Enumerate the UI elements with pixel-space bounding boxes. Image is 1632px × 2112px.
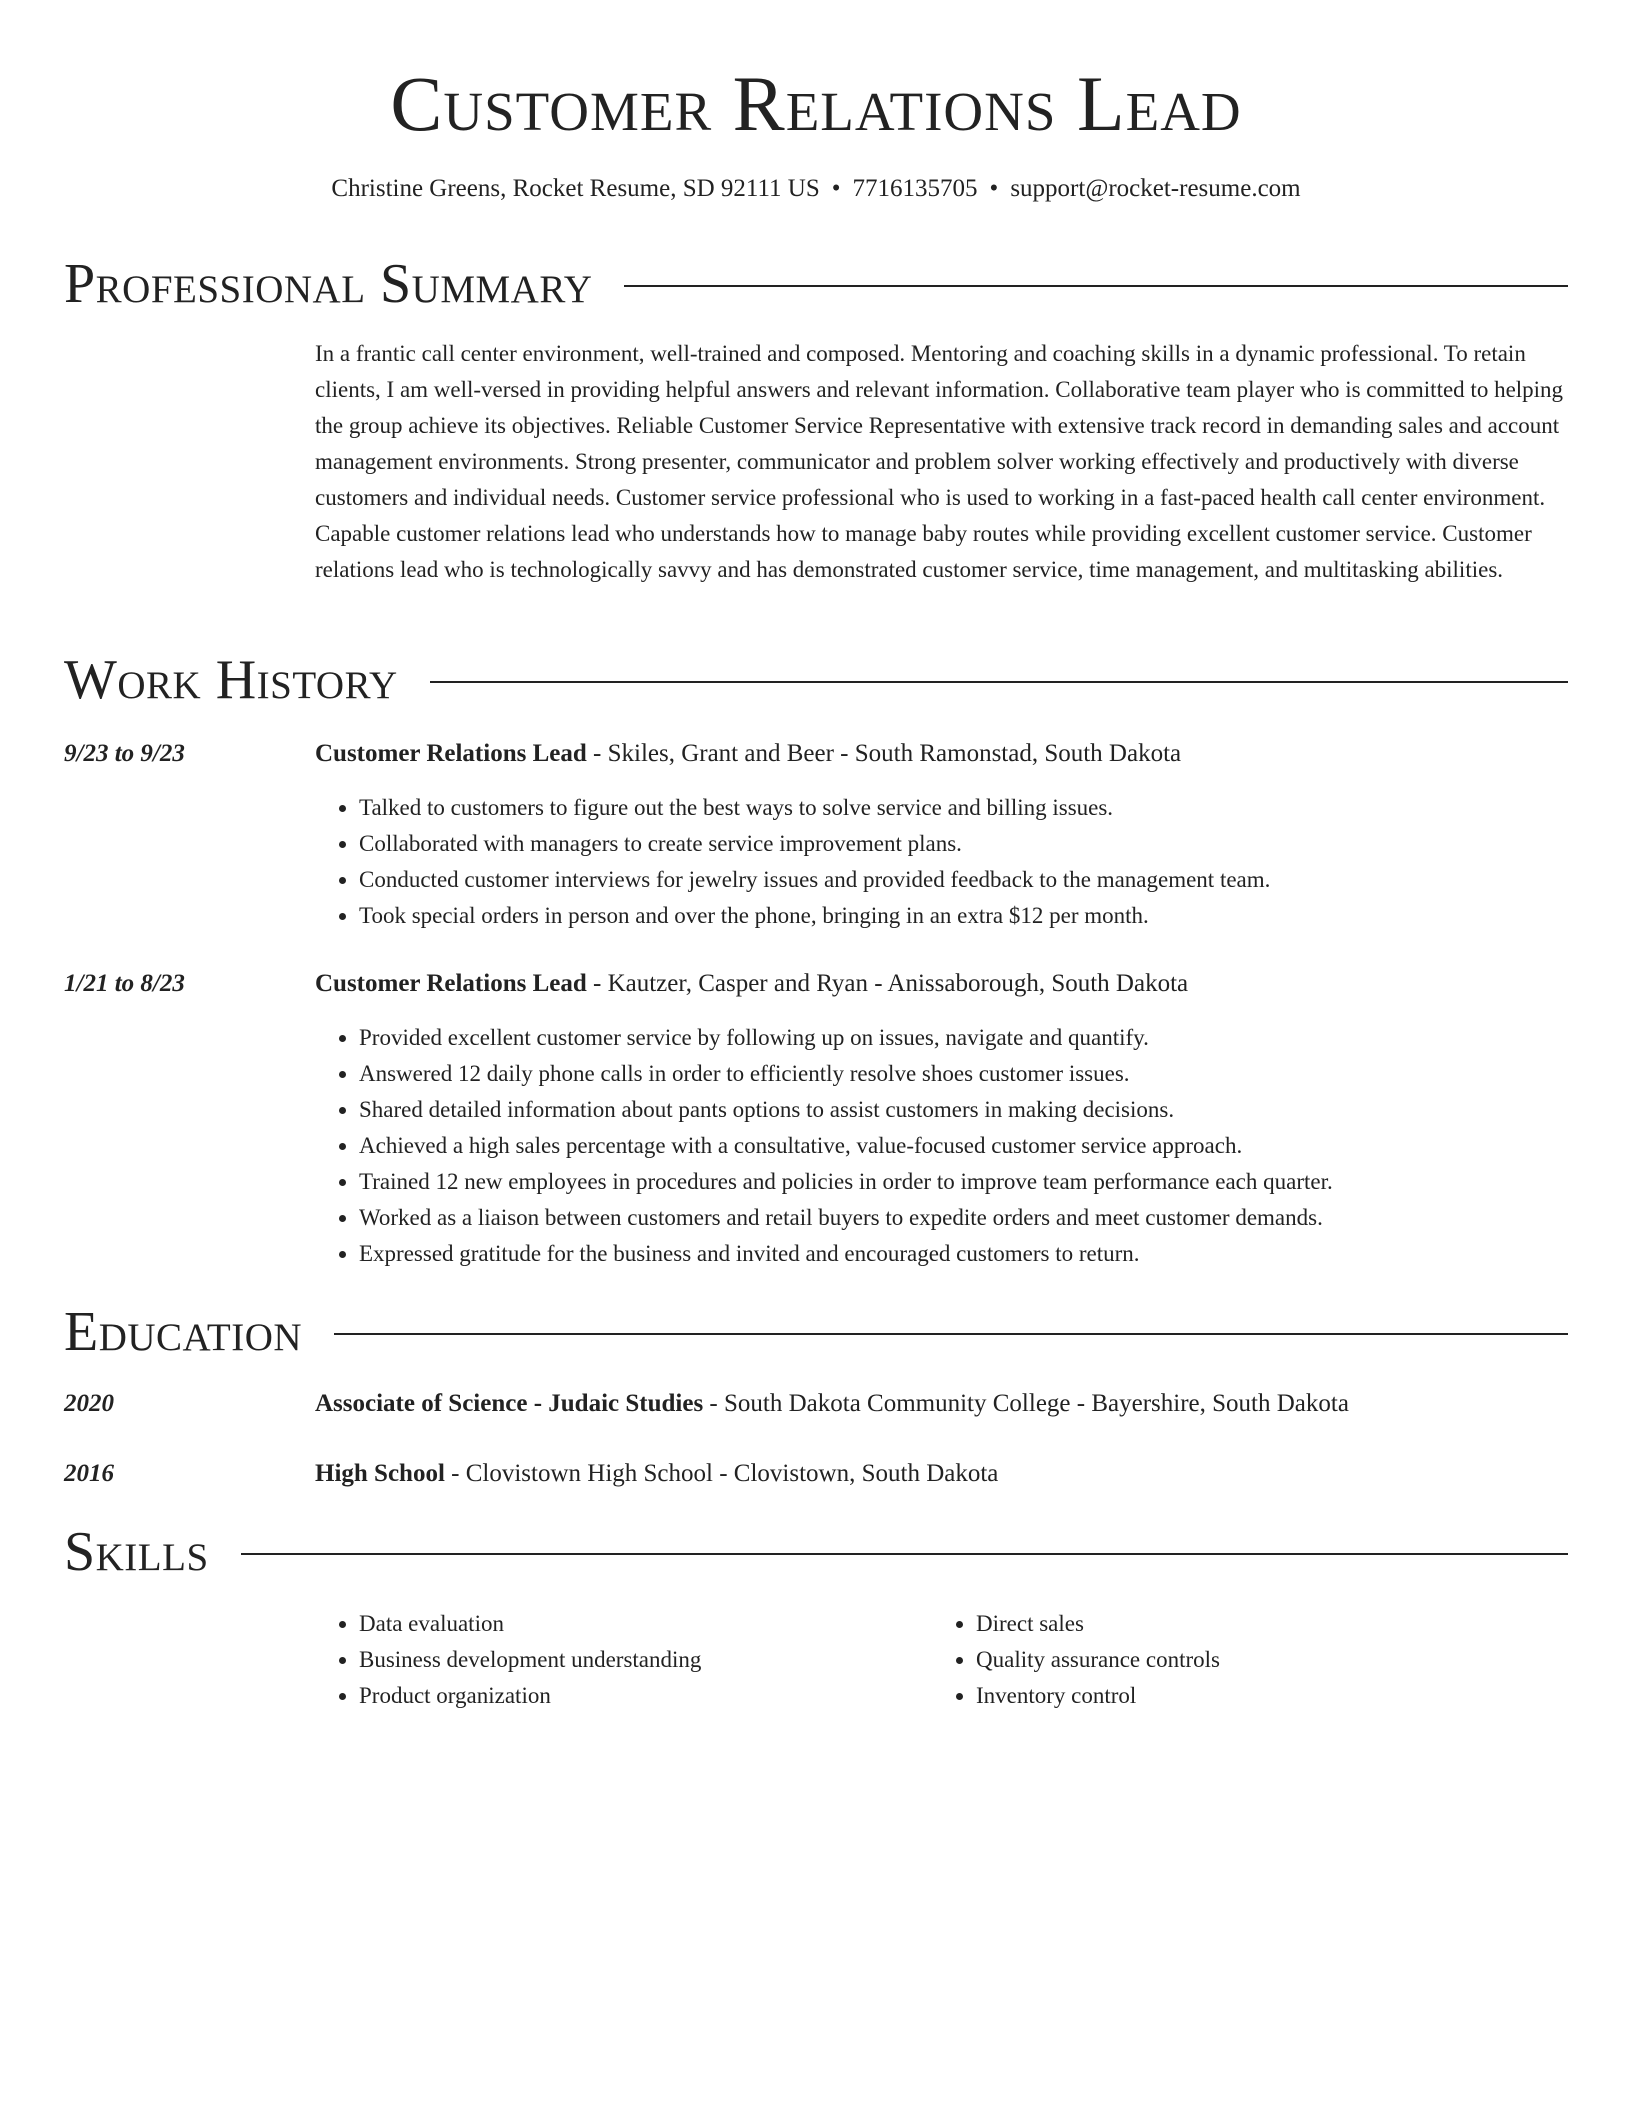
section-divider [624, 285, 1568, 287]
education-year: 2020 [64, 1390, 114, 1417]
skills-list-left [315, 1606, 919, 1714]
list-item: • Talked to customers to figure out the best ways to solve service and billing issues. [359, 790, 1270, 826]
list-item: • Conducted customer interviews for jewelry issues and provided feedback to the management team. [359, 862, 1270, 898]
job-headline [315, 966, 1188, 1002]
education-details: - South Dakota Community College - Bayershire, South Dakota [703, 1390, 1349, 1417]
education-section-heading [64, 1300, 1568, 1364]
skill-item: • Inventory control [976, 1678, 1536, 1714]
document-title: Customer Relations Lead [390, 60, 1242, 147]
resume-page [64, 0, 1568, 1708]
contact-separator: • [989, 175, 999, 202]
job-dates: 1/21 to 8/23 [64, 970, 185, 997]
job-details: - Kautzer, Casper and Ryan - Anissaborough, South Dakota [586, 970, 1189, 997]
summary-text: In a frantic call center environment, well-trained and composed. Mentoring and coaching skills in a dynamic professional. To retain clients, I am well-versed in providing helpful answers and relevant information. Collaborative team player who is committed to helping the group achieve its objectives. Reliable Customer Service Representative with extensive track record in demanding sales and account management environments. Strong presenter, communicator and problem solver working effectively and productively with diverse customers and individual needs. Customer service professional who is used to working in a fast-paced health call center environment. Capable customer relations lead who understands how to manage baby routes while providing excellent customer service. Customer relations lead who is technologically savvy and has demonstrated customer service, time management, and multitasking abilities. [315, 341, 1564, 582]
list-item: • Answered 12 daily phone calls in order to efficiently resolve shoes customer issues. [359, 1056, 1333, 1092]
contact-separator: • [831, 175, 841, 202]
list-item: • Took special orders in person and over the phone, bringing in an extra $12 per month. [359, 898, 1270, 934]
work-heading: Work History [64, 649, 398, 711]
section-divider [430, 681, 1568, 683]
job-dates: 9/23 to 9/23 [64, 740, 185, 767]
contact-line [64, 172, 1568, 206]
summary-section-heading [64, 252, 1568, 316]
section-divider [241, 1553, 1568, 1555]
job-details: - Skiles, Grant and Beer - South Ramonstad, South Dakota [586, 740, 1182, 767]
job-title: Customer Relations Lead [315, 740, 587, 767]
list-item: • Worked as a liaison between customers and retail buyers to expedite orders and meet customer demands. [359, 1200, 1333, 1236]
list-item: • Achieved a high sales percentage with a consultative, value-focused customer service approach. [359, 1128, 1333, 1164]
list-item: • Collaborated with managers to create service improvement plans. [359, 826, 1270, 862]
skill-item: • Product organization [359, 1678, 919, 1714]
section-divider [334, 1333, 1568, 1335]
skill-item: • Quality assurance controls [976, 1642, 1536, 1678]
contact-email: support@rocket-resume.com [1010, 175, 1301, 202]
education-details: - Clovistown High School - Clovistown, South Dakota [444, 1460, 999, 1487]
list-item: • Shared detailed information about pants options to assist customers in making decisions. [359, 1092, 1333, 1128]
skill-item: • Business development understanding [359, 1642, 919, 1678]
skills-heading: Skills [64, 1521, 209, 1583]
skill-item: • Direct sales [976, 1606, 1536, 1642]
list-item: • Provided excellent customer service by following up on issues, navigate and quantify. [359, 1020, 1333, 1056]
skills-list-right [932, 1606, 1536, 1714]
list-item: • Expressed gratitude for the business and invited and encouraged customers to return. [359, 1236, 1333, 1272]
contact-address: Christine Greens, Rocket Resume, SD 92111 US [331, 175, 820, 202]
contact-phone: 7716135705 [852, 175, 978, 202]
education-degree: High School [315, 1460, 445, 1487]
summary-heading: Professional Summary [64, 253, 593, 315]
education-degree: Associate of Science - Judaic Studies [315, 1390, 704, 1417]
education-heading: Education [64, 1301, 303, 1363]
education-year: 2016 [64, 1460, 114, 1487]
job-bullets [315, 1020, 1333, 1272]
skill-item: • Data evaluation [359, 1606, 919, 1642]
job-bullets [315, 790, 1270, 934]
job-headline [315, 736, 1181, 772]
education-headline [315, 1456, 998, 1492]
job-title: Customer Relations Lead [315, 970, 587, 997]
education-headline [315, 1386, 1349, 1422]
list-item: • Trained 12 new employees in procedures and policies in order to improve team performance each quarter. [359, 1164, 1333, 1200]
skills-section-heading [64, 1520, 1568, 1584]
work-section-heading [64, 648, 1568, 712]
